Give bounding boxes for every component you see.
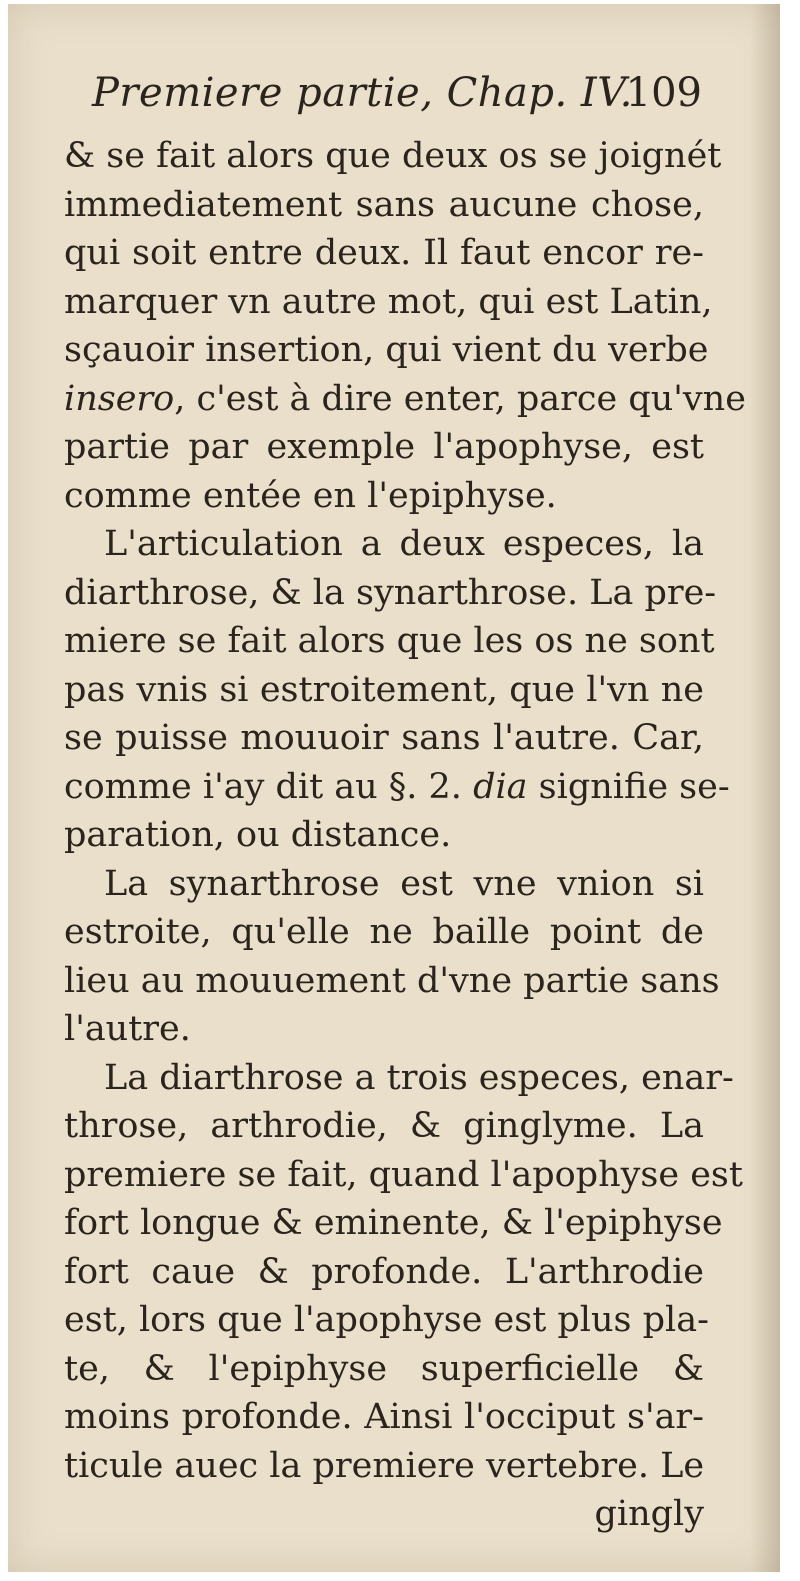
- text-line: La diarthrose a trois especes, enar-: [104, 1057, 734, 1098]
- text-line: te, & l'epiphyse superficielle &: [64, 1348, 704, 1389]
- text-line: pas vnis si estroitement, que l'vn ne: [64, 669, 704, 710]
- text-line: diarthrose, & la synarthrose. La pre-: [64, 572, 717, 613]
- book-page: [8, 4, 780, 1572]
- text-line: [64, 375, 746, 424]
- text-line: est, lors que l'apophyse est plus pla-: [64, 1300, 709, 1340]
- running-head: Premiere partie, Chap. IV.: [92, 70, 633, 116]
- text-line: fort longue & eminente, & l'epiphyse: [64, 1203, 723, 1243]
- text-segment: signifie se-: [527, 766, 730, 807]
- text-line: fort caue & profonde. L'arthrodie: [64, 1251, 704, 1292]
- text-line: partie par exemple l'apophyse, est: [64, 427, 704, 467]
- text-segment: , c'est à dire enter, parce qu'vne: [174, 378, 746, 419]
- page-number: 109: [625, 70, 702, 116]
- text-line: [64, 763, 730, 812]
- text-line: marquer vn autre mot, qui est Latin,: [64, 281, 713, 322]
- text-line: lieu au mouuement d'vne partie sans: [64, 960, 720, 1001]
- text-line: estroite, qu'elle ne baille point de: [64, 912, 704, 952]
- text-line: sçauoir insertion, qui vient du verbe: [64, 330, 709, 370]
- text-line: comme entée en l'epiphyse.: [64, 475, 557, 516]
- text-line: se puisse mouuoir sans l'autre. Car,: [64, 718, 704, 758]
- text-line: paration, ou distance.: [64, 815, 452, 855]
- text-line: immediatement sans aucune chose,: [64, 184, 704, 225]
- italic-word: insero: [64, 378, 175, 419]
- page-header: [92, 70, 702, 130]
- text-line: & se fait alors que deux os se joignét: [64, 136, 722, 176]
- text-line: premiere se fait, quand l'apophyse est: [64, 1154, 743, 1195]
- text-line: throse, arthrodie, & ginglyme. La: [64, 1106, 704, 1146]
- text-line: ticule auec la premiere vertebre. Le: [64, 1445, 705, 1486]
- text-line: L'articulation a deux especes, la: [104, 524, 704, 564]
- page-edge-shadow: [750, 4, 780, 1572]
- text-line: l'autre.: [64, 1009, 191, 1049]
- text-segment: comme i'ay dit au §. 2.: [64, 766, 462, 807]
- italic-word: dia: [473, 766, 528, 807]
- text-line: moins profonde. Ainsi l'occiput s'ar-: [64, 1397, 704, 1437]
- text-line: La synarthrose est vne vnion si: [104, 863, 704, 904]
- text-line: qui soit entre deux. Il faut encor re-: [64, 233, 704, 273]
- body-text: [64, 132, 746, 1539]
- catchword: gingly: [594, 1494, 704, 1534]
- text-line: miere se fait alors que les os ne sont: [64, 621, 715, 661]
